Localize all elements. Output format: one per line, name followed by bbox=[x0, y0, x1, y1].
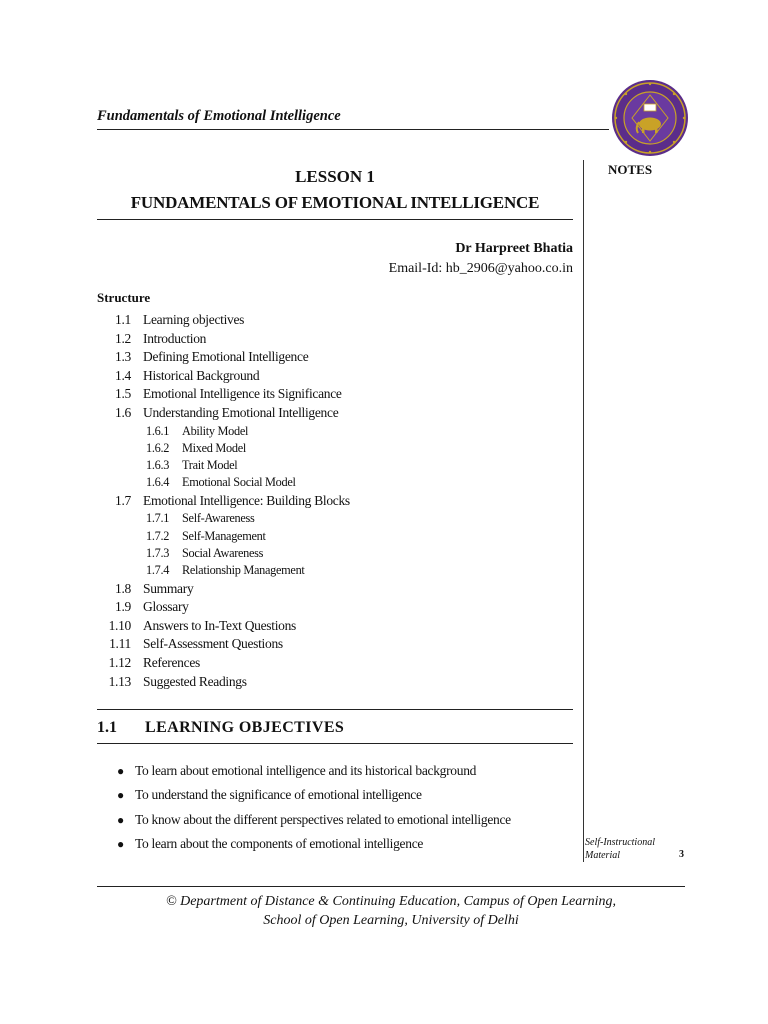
footer-line-2: School of Open Learning, University of Delhi bbox=[263, 913, 519, 928]
bullet-icon: ● bbox=[117, 836, 124, 851]
structure-item-text: Answers to In-Text Questions bbox=[143, 617, 297, 633]
objective-item bbox=[117, 811, 577, 835]
structure-item bbox=[97, 423, 577, 440]
self-instructional-label bbox=[585, 836, 655, 862]
section-title: LEARNING OBJECTIVES bbox=[145, 719, 345, 736]
structure-item bbox=[97, 474, 577, 491]
structure-item-number: 1.1 bbox=[115, 312, 131, 327]
objective-text: To learn about the components of emotional intelligence bbox=[135, 835, 424, 851]
structure-item bbox=[97, 385, 577, 404]
structure-item-number: 1.6.3 bbox=[146, 458, 170, 473]
structure-item-text: Learning objectives bbox=[143, 312, 245, 327]
footer-rule bbox=[97, 886, 685, 887]
structure-item bbox=[97, 545, 577, 562]
structure-item-number: 1.2 bbox=[115, 330, 131, 346]
structure-item-text: Suggested Readings bbox=[143, 673, 247, 689]
structure-item-text: Summary bbox=[143, 580, 194, 596]
structure-item bbox=[97, 635, 577, 654]
structure-item bbox=[97, 457, 577, 474]
structure-item-number: 1.6.2 bbox=[146, 440, 170, 455]
structure-item-text: Introduction bbox=[143, 330, 207, 346]
structure-item bbox=[97, 330, 577, 349]
structure-item-text: Emotional Intelligence: Building Blocks bbox=[143, 492, 350, 508]
structure-item bbox=[97, 580, 577, 599]
section-rule-bottom bbox=[97, 743, 573, 744]
structure-item bbox=[97, 510, 577, 527]
structure-item-number: 1.8 bbox=[115, 580, 131, 596]
structure-item-number: 1.12 bbox=[108, 654, 131, 670]
structure-item bbox=[97, 617, 577, 636]
structure-item-text: Glossary bbox=[143, 599, 189, 615]
structure-item-text: Emotional Intelligence its Significance bbox=[143, 386, 342, 402]
section-number: 1.1 bbox=[97, 719, 117, 736]
objective-text: To learn about emotional intelligence and its historical background bbox=[135, 763, 477, 778]
lesson-title: FUNDAMENTALS OF EMOTIONAL INTELLIGENCE bbox=[130, 193, 540, 212]
structure-item-text: Self-Management bbox=[182, 528, 266, 543]
section-rule-top bbox=[97, 709, 573, 710]
objective-item bbox=[117, 835, 577, 859]
structure-item-text: Relationship Management bbox=[182, 563, 305, 578]
structure-item bbox=[97, 492, 577, 511]
structure-item-number: 1.7 bbox=[115, 492, 131, 508]
structure-item-text: Historical Background bbox=[143, 367, 260, 383]
structure-item bbox=[97, 654, 577, 673]
running-header-title: Fundamentals of Emotional Intelligence bbox=[97, 108, 341, 124]
structure-item bbox=[97, 673, 577, 692]
objective-text: To understand the significance of emotional intelligence bbox=[135, 787, 422, 803]
author-email: Email-Id: hb_2906@yahoo.co.in bbox=[388, 261, 573, 276]
structure-item-text: Mixed Model bbox=[182, 440, 246, 455]
structure-item-number: 1.5 bbox=[115, 386, 131, 402]
structure-heading: Structure bbox=[97, 290, 151, 305]
structure-item bbox=[97, 311, 577, 330]
structure-item-number: 1.6.1 bbox=[146, 423, 170, 438]
structure-item-number: 1.10 bbox=[108, 617, 131, 633]
structure-item-text: Defining Emotional Intelligence bbox=[143, 349, 309, 365]
structure-item-number: 1.11 bbox=[109, 636, 131, 652]
title-rule bbox=[97, 219, 573, 220]
objective-item bbox=[117, 762, 577, 786]
notes-label: NOTES bbox=[608, 162, 653, 177]
structure-item-text: Trait Model bbox=[182, 458, 238, 473]
objective-text: To know about the different perspectives related to emotional intelligence bbox=[135, 811, 511, 827]
footer-line-1: © Department of Distance & Continuing Education, Campus of Open Learning, bbox=[165, 894, 617, 909]
structure-item-number: 1.4 bbox=[115, 367, 131, 383]
structure-item-number: 1.7.2 bbox=[146, 528, 170, 543]
structure-item-text: Emotional Social Model bbox=[182, 475, 296, 490]
structure-item-number: 1.7.4 bbox=[146, 563, 170, 578]
lesson-number: LESSON 1 bbox=[295, 167, 375, 186]
structure-item-text: Self-Assessment Questions bbox=[143, 636, 283, 652]
structure-list bbox=[97, 311, 577, 691]
structure-item-text: Understanding Emotional Intelligence bbox=[143, 404, 339, 420]
self-instructional-line2: Material bbox=[585, 850, 620, 861]
objectives-list bbox=[117, 762, 577, 859]
bullet-icon: ● bbox=[117, 812, 124, 827]
structure-item-number: 1.3 bbox=[115, 349, 131, 365]
page-number: 3 bbox=[679, 849, 684, 860]
structure-item bbox=[97, 440, 577, 457]
structure-item-text: Social Awareness bbox=[182, 545, 264, 560]
structure-item-number: 1.6 bbox=[115, 404, 131, 420]
university-seal-logo bbox=[610, 78, 690, 158]
structure-item-text: References bbox=[143, 654, 200, 670]
objective-item bbox=[117, 786, 577, 810]
structure-item bbox=[97, 348, 577, 367]
structure-item bbox=[97, 528, 577, 545]
header-rule bbox=[97, 129, 609, 130]
structure-item-text: Ability Model bbox=[182, 423, 249, 438]
structure-item bbox=[97, 367, 577, 386]
structure-item-number: 1.7.1 bbox=[146, 511, 170, 526]
margin-divider bbox=[583, 160, 584, 862]
self-instructional-line1: Self-Instructional bbox=[585, 837, 655, 848]
author-name: Dr Harpreet Bhatia bbox=[455, 241, 573, 256]
structure-item-number: 1.7.3 bbox=[146, 545, 170, 560]
bullet-icon: ● bbox=[117, 764, 124, 778]
structure-item-number: 1.13 bbox=[108, 673, 131, 689]
structure-item-text: Self-Awareness bbox=[182, 511, 255, 526]
structure-item bbox=[97, 598, 577, 617]
structure-item-number: 1.6.4 bbox=[146, 475, 170, 490]
structure-item bbox=[97, 404, 577, 423]
structure-item-number: 1.9 bbox=[115, 599, 131, 615]
bullet-icon: ● bbox=[117, 788, 124, 803]
structure-item bbox=[97, 562, 577, 579]
